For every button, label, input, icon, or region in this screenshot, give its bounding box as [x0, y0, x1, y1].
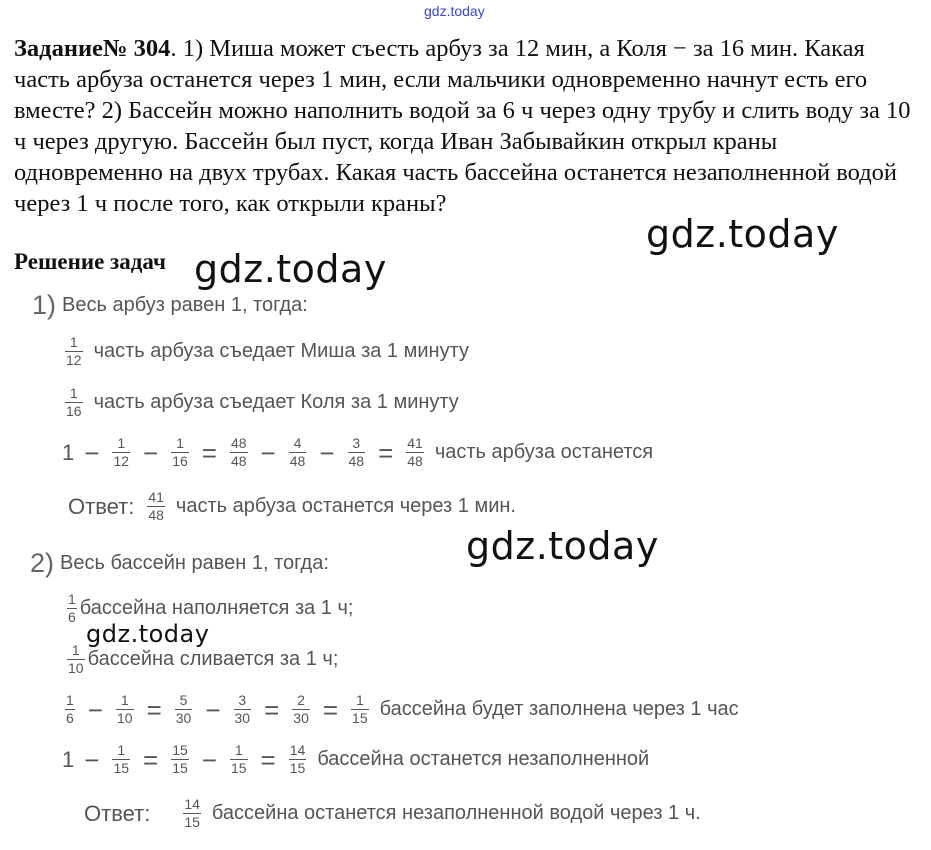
- part1-equation: 1 − $\frac{1}{12}$ − $\frac{1}{16}$ = $\frac{48}{48}$ − $\frac{4}{48}$ − $\frac{3}{48}$ = $\frac{41}{48}$ часть арбуза останется: [62, 435, 654, 469]
- part1-equation-text: часть арбуза останется: [434, 441, 654, 463]
- part2-equation2: 1 − $\frac{1}{15}$ = $\frac{15}{15}$ − $\frac{1}{15}$ = $\frac{14}{15}$ бассейна останется незаполненной: [62, 742, 650, 776]
- part1-answer-text: часть арбуза останется через 1 мин.: [175, 495, 516, 517]
- fraction: $\frac{1}{16}$: [66, 385, 82, 419]
- watermark: gdz.today: [646, 212, 839, 256]
- task-label: Задание№ 304: [14, 35, 171, 62]
- part2-line2: [64, 643, 338, 676]
- watermark: gdz.today: [194, 247, 387, 291]
- fraction: $\frac{1}{6}$: [68, 591, 76, 625]
- fraction: $\frac{1}{12}$: [66, 334, 82, 368]
- watermark: gdz.today: [466, 524, 659, 568]
- watermark-top: gdz.today: [424, 3, 485, 19]
- part1-line2: [62, 386, 459, 419]
- part2-line1: [64, 592, 353, 625]
- solution-heading: Решение задач: [14, 249, 166, 274]
- watermark: gdz.today: [86, 620, 210, 648]
- fraction: $\frac{41}{48}$: [148, 489, 164, 523]
- answer-label: Ответ:: [68, 493, 135, 519]
- task-text: . 1) Миша может съесть арбуз за 12 мин, а Коля − за 16 мин. Какая часть арбуза останется через 1 мин, если мальчики одновременно начнут есть его вместе? 2) Бассейн можно наполнить водой за 6 ч через одну трубу и слить воду за 10 ч через другую. Бассейн был пуст, когда Иван Забывайкин открыл краны одновременно на двух трубах. Какая часть бассейна останется незаполненной водой через 1 ч после того, как открыли краны?: [14, 35, 911, 217]
- part2-line2-text: бассейна сливается за 1 ч;: [87, 648, 339, 670]
- part2-line1-text: бассейна наполняется за 1 ч;: [79, 597, 354, 619]
- task-statement: [14, 33, 919, 219]
- part2-equation1-text: бассейна будет заполнена через 1 час: [379, 698, 739, 720]
- part2-intro-text: Весь бассейн равен 1, тогда:: [60, 552, 329, 574]
- part1-number: 1): [32, 290, 57, 320]
- fraction: $\frac{1}{10}$: [68, 642, 84, 676]
- part1-intro: [32, 290, 308, 321]
- part2-number: 2): [30, 548, 55, 578]
- part1-intro-text: Весь арбуз равен 1, тогда:: [62, 294, 308, 316]
- part2-equation1: $\frac{1}{6}$ − $\frac{1}{10}$ = $\frac{5}{30}$ − $\frac{3}{30}$ = $\frac{2}{30}$ = $\frac{1}{15}$ бассейна будет заполнена через 1 час: [66, 692, 739, 726]
- part1-answer: [68, 490, 516, 523]
- part2-equation2-text: бассейна останется незаполненной: [317, 748, 650, 770]
- part1-line1-text: часть арбуза съедает Миша за 1 минуту: [93, 340, 469, 362]
- answer-label: Ответ:: [84, 800, 151, 826]
- part1-line2-text: часть арбуза съедает Коля за 1 минуту: [93, 391, 459, 413]
- part2-intro: [30, 548, 329, 579]
- fraction: $\frac{14}{15}$: [184, 796, 200, 830]
- part2-answer-text: бассейна останется незаполненной водой через 1 ч.: [211, 802, 701, 824]
- part2-answer: [84, 797, 701, 830]
- part1-line1: [62, 335, 469, 368]
